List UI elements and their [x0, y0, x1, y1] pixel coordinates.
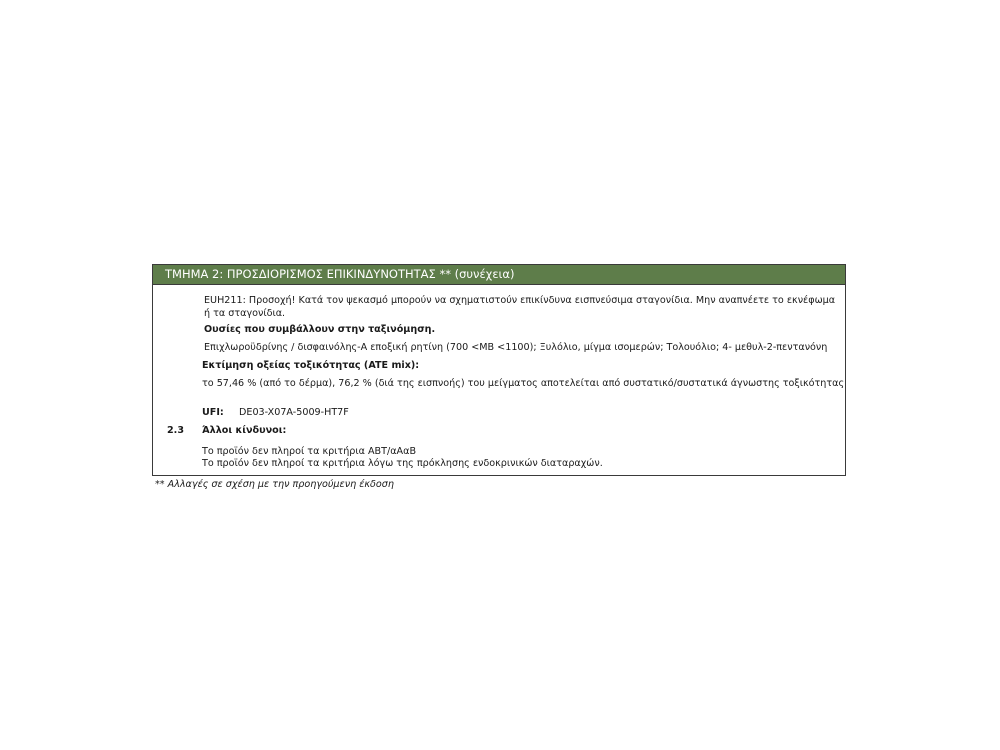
- subsection-number: 2.3: [167, 425, 184, 436]
- ate-text: το 57,46 % (από το δέρμα), 76,2 % (διά της εισπνοής) του μείγματος αποτελείται από συστατικό/συστατικά άγνωστης τοξικότητας: [202, 378, 845, 389]
- ate-heading: Εκτίμηση οξείας τοξικότητας (ATE mix):: [202, 360, 420, 371]
- substances-heading: Ουσίες που συμβάλλουν στην ταξινόμηση.: [204, 324, 436, 335]
- revision-footnote: ** Αλλαγές σε σχέση με την προηγούμενη έκδοση: [155, 479, 394, 490]
- substances-text: Επιχλωροϋδρίνης / δισφαινόλης-Α εποξική ρητίνη (700 <MB <1100); Ξυλόλιο, μίγμα ισομερών; Τολουόλιο; 4- μεθυλ-2-πεντανόνη: [204, 342, 828, 353]
- section-header: ΤΜΗΜΑ 2: ΠΡΟΣΔΙΟΡΙΣΜΟΣ ΕΠΙΚΙΝΔΥΝΟΤΗΤΑΣ ** (συνέχεια): [153, 265, 845, 285]
- other-hazard-2: Το προϊόν δεν πληροί τα κριτήρια λόγω της πρόκλησης ενδοκρινικών διαταραχών.: [202, 458, 603, 469]
- subsection-title: Άλλοι κίνδυνοι:: [202, 425, 287, 436]
- euh211-statement: EUH211: Προσοχή! Κατά τον ψεκασμό μπορούν να σχηματιστούν επικίνδυνα εισπνεύσιμα σταγονίδια. Μην αναπνέετε το εκνέφωμα ή τα σταγονίδια.: [204, 295, 836, 319]
- other-hazard-1: Το προϊόν δεν πληροί τα κριτήρια ΑΒΤ/αΑαΒ: [202, 446, 417, 457]
- ufi-label: UFI:: [202, 407, 224, 418]
- section-2-box: [152, 264, 846, 476]
- ufi-value: DE03-X07A-5009-HT7F: [239, 407, 349, 418]
